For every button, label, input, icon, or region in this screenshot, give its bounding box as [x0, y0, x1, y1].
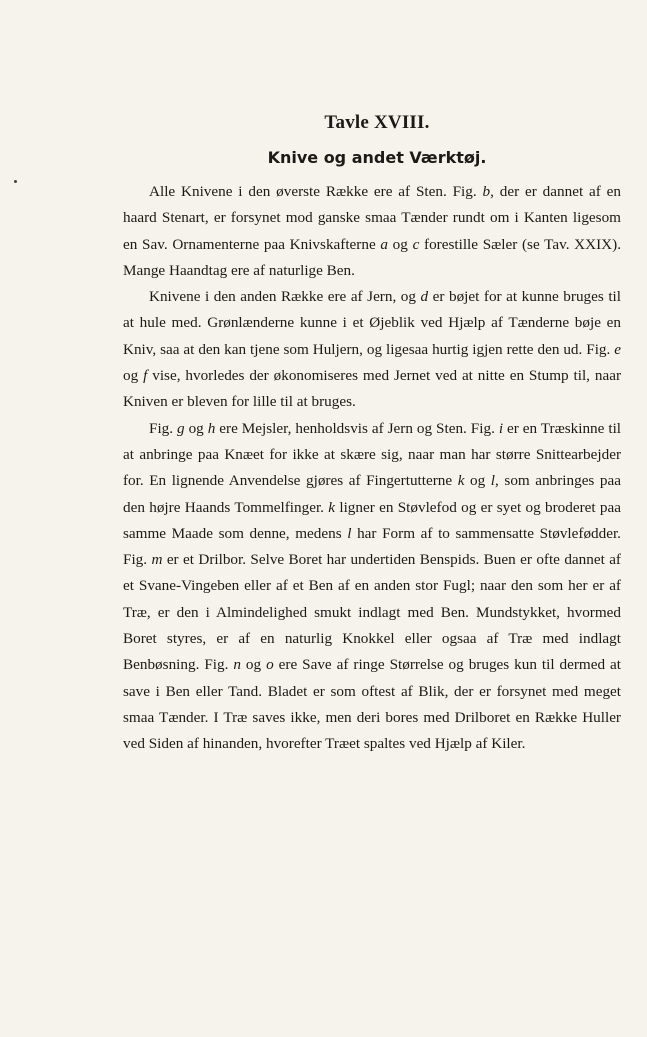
- paragraph-3: [123, 416, 621, 758]
- figure-letter: f: [143, 367, 148, 385]
- plate-title: Tavle XVIII.: [324, 112, 430, 133]
- text-run: , som anbringes paa den højre Haands Tommelfinger.: [123, 472, 621, 516]
- text-run: og: [184, 419, 208, 437]
- text-run: ere Mejsler, henholdsvis af Jern og Sten. Fig.: [215, 419, 499, 437]
- text-run: Alle Knivene i den øverste Række ere af Sten. Fig.: [149, 183, 483, 200]
- margin-speck: [14, 180, 17, 183]
- paragraph-1: [123, 179, 621, 284]
- figure-letter: b: [482, 183, 491, 200]
- paragraph-2: [123, 284, 621, 415]
- section-title: Knive og andet Værktøj.: [267, 148, 487, 167]
- text-run: er en Træskinne til at anbringe paa Knæet for ikke at skære sig, naar man har større Snittearbejder for. En lignende Anvendelse gjøres af Fingertutterne: [123, 419, 622, 490]
- figure-letter: o: [266, 656, 274, 674]
- text-run: og: [464, 472, 491, 490]
- figure-letter: h: [207, 419, 216, 437]
- figure-letter: i: [498, 419, 504, 437]
- figure-letter: k: [457, 472, 465, 490]
- body-text: [123, 179, 621, 758]
- figure-letter: l: [347, 524, 352, 542]
- text-run: og: [240, 656, 267, 674]
- text-run: og: [387, 235, 413, 253]
- figure-letter: a: [380, 235, 388, 253]
- text-run: er et Drilbor. Selve Boret har undertiden Benspids. Buen er ofte dannet af et Svane-Vingeben eller af et Ben af en anden stor Fugl; naar den som her er af Træ, er den i Almindelighed smukt indlagt med Ben. Mundstykket, hvormed Boret styres, er af en naturlig Knokkel eller ogsaa af Træ med indlagt Benbøsning. Fig.: [123, 551, 621, 674]
- text-run: forestille Sæler (se Tav. XXIX). Mange Haandtag ere af naturlige Ben.: [123, 235, 622, 279]
- figure-letter: k: [328, 498, 336, 516]
- figure-letter: e: [614, 340, 621, 358]
- figure-letter: m: [151, 551, 163, 569]
- text-run: ligner en Støvlefod og er syet og broderet paa samme Maade som denne, medens: [123, 498, 621, 542]
- figure-letter: d: [420, 288, 429, 306]
- text-run: ere Save af ringe Størrelse og bruges kun til dermed at save i Ben eller Tand. Bladet er som oftest af Blik, der er forsynet med meget smaa Tænder. I Træ saves ikke, men deri bores med Drilboret en Række Huller ved Siden af hinanden, hvorefter Træet spaltes ved Hjælp af Kiler.: [123, 656, 621, 753]
- page-content: [123, 112, 621, 758]
- text-run: Fig.: [149, 419, 178, 437]
- figure-letter: g: [177, 419, 185, 437]
- figure-letter: l: [490, 472, 496, 490]
- figure-letter: c: [412, 235, 420, 253]
- text-run: , der er dannet af en haard Stenart, er forsynet mod ganske smaa Tænder rundt om i Kanten ligesom en Sav. Ornamenterne paa Knivskafterne: [123, 183, 621, 253]
- text-run: har Form af to sammensatte Støvlefødder. Fig.: [123, 524, 621, 569]
- text-run: og: [123, 367, 144, 385]
- text-run: Knivene i den anden Række ere af Jern, og: [149, 288, 421, 306]
- text-run: er bøjet for at kunne bruges til at hule med. Grønlænderne kunne i et Øjeblik ved Hjælp af Tænderne bøje en Kniv, saa at den kan tjene som Huljern, og ligesaa hurtig igjen rette den ud. Fig.: [123, 288, 621, 358]
- figure-letter: n: [233, 656, 241, 674]
- text-run: vise, hvorledes der økonomiseres med Jernet ved at nitte en Stump til, naar Kniven er bleven for lille til at bruges.: [123, 367, 621, 411]
